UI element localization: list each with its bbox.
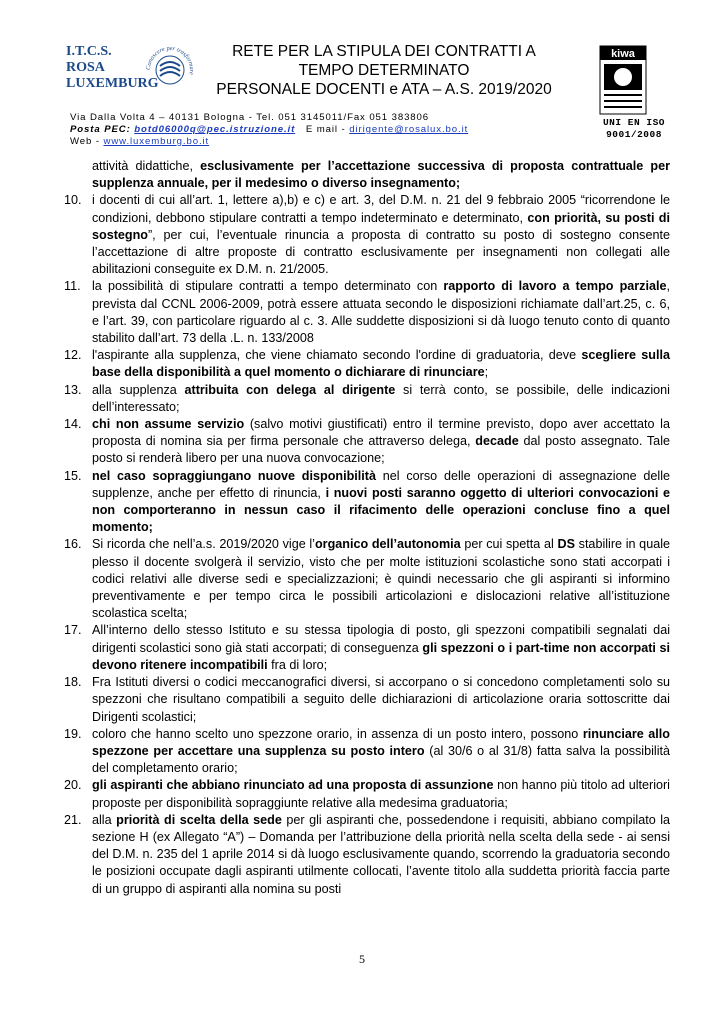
numbered-list [64, 192, 670, 897]
list-item [64, 192, 670, 278]
list-item [64, 278, 670, 347]
kiwa-certification-logo [598, 44, 648, 116]
bold-text-run: priorità di scelta della sede [116, 812, 282, 827]
document-body [64, 158, 670, 898]
text-run: per gli aspiranti che, possedendone i requisiti, abbiano compilato la sezione H (ex Allegato “A”) – Domanda per l’attribuzione della priorità nella scelta della sede - ai sensi del D.M. n. 235 del 1 aprile 2014 si dà luogo esclusivamente quando, scorrendo la graduatoria secondo le posizioni occupate dagli aspiranti utilmente collocati, l’avente titolo alla suddetta priorità faccia parte di un gruppo di aspiranti alla nomina su posti [92, 812, 671, 896]
iso-line-1: UNI EN ISO [602, 117, 665, 128]
bold-text-run: i nuovi posti saranno oggetto di ulteriori convocazioni e non comporteranno in nessun caso il rifacimento delle operazioni concluse fino a quel momento; [92, 485, 670, 535]
title-line-2: TEMPO DETERMINATO [298, 62, 470, 79]
list-item-number: 20. [64, 778, 82, 793]
svg-text:Conoscere per trasformare [145, 45, 195, 76]
bold-text-run: scegliere sulla base della disponibilità a quel momento o dichiarare di rinunciare [92, 348, 670, 380]
list-item-number: 11. [64, 279, 81, 294]
website-link[interactable]: www.luxemburg.bo.it [103, 136, 210, 147]
bold-text-run: con priorità, su posti di sostegno [92, 210, 670, 242]
bold-text-run: DS [557, 537, 575, 552]
logo-line-1: I.T.C.S. [66, 44, 112, 59]
school-emblem-icon [144, 44, 196, 96]
text-run: nel corso delle operazioni di assegnazione delle supplenze, anche per effetto di rinuncia, [92, 468, 670, 500]
bold-text-run: rinunciare allo spezzone per accettare una supplenza su posto intero [92, 726, 670, 758]
text-run: ”, per cui, l’eventuale rinuncia a proposta di contratto su posto di sostegno consente l’accettazione di altre proposte di contratto esclusivamente per insegnamenti non collegati alle abilitazioni conseguite ex D.M. n. 21/2005. [92, 227, 670, 277]
school-logo [66, 44, 198, 104]
text-run: (salvo motivi giustificati) entro il termine previsto, dopo aver accettato la proposta di nomina sia per firma personale che attraverso delega, [92, 417, 670, 449]
bold-text-run: attribuita con delega al dirigente [184, 382, 396, 397]
list-item-number: 16. [64, 537, 82, 552]
list-item [64, 536, 670, 622]
list-item-number: 15. [64, 468, 82, 483]
text-run: stabilire in quale plesso il docente svolgerà il servizio, visto che per molte istituzioni scolastiche sono stati accorpati i codici relativi alle diverse sedi e specializzazioni; è quindi necessario che gli aspiranti si informino preventivamente e per tempo circa le possibili articolazioni e dislocazioni relative all’istituzione scolastica scelta; [92, 537, 670, 621]
logo-ring-text: Conoscere per trasformare [144, 44, 196, 76]
text-run: Fra Istituti diversi o codici meccanografici diversi, si accorpano o si concedono completamenti solo su spezzoni che risultano compatibili a seguito delle dichiarazioni di articolazione oraria sottoscritte dai Dirigenti scolastici; [92, 675, 670, 724]
document-title [204, 42, 564, 99]
text-run: non hanno più titolo ad ulteriori proposte per disponibilità sopraggiunte relative alla medesima graduatoria; [92, 778, 670, 810]
text-run: , prevista dal CCNL 2006-2009, potrà essere attuata secondo le disposizioni richiamate dall’art.25, c. 6, e l’art. 39, con particolare riguardo al c. 3. Alle suddette disposizioni si dà luogo tenuto conto di quanto stabilito dall’art. 73 della .L. n. 133/2008 [92, 279, 670, 346]
bold-text-run: organico dell’autonomia [314, 537, 461, 552]
title-line-3: PERSONALE DOCENTI e ATA – A.S. 2019/2020 [216, 81, 552, 98]
page-number: 5 [359, 952, 365, 966]
list-item-number: 18. [64, 675, 82, 690]
list-item [64, 777, 670, 811]
pec-line [70, 124, 468, 136]
text-run: attività didattiche, [92, 159, 201, 173]
bold-text-run: nel caso sopraggiungano nuove disponibilità [92, 468, 376, 483]
address-line: Via Dalla Volta 4 – 40131 Bologna - Tel. 051 3145011/Fax 051 383806 [70, 112, 430, 123]
list-item-number: 13. [64, 382, 82, 397]
web-line [70, 136, 468, 148]
web-label: Web - [70, 136, 100, 147]
text-run: si terrà conto, se possibile, delle indicazioni dell’interessato; [92, 382, 670, 414]
page-header [0, 0, 724, 160]
list-item-number: 14. [64, 417, 82, 432]
list-item-number: 17. [64, 623, 82, 638]
list-item [64, 674, 670, 726]
text-run: alla supplenza [92, 382, 185, 397]
text-run: Si ricorda che nell’a.s. 2019/2020 vige l’ [92, 537, 315, 552]
email-label: E mail - [305, 124, 346, 135]
list-item-number: 12. [64, 348, 82, 363]
bold-text-run: chi non assume servizio [92, 417, 245, 432]
text-run: per cui spetta al [460, 537, 558, 552]
text-run: i docenti di cui all’art. 1, lettere a),b) e c) e art. 3, del D.M. n. 21 del 9 febbraio 2005 “ricorrendone le condizioni, debbono stipulare contratti a tempo indeterminato e determinato, [92, 193, 670, 225]
bold-text-run: decade [475, 434, 519, 449]
text-run: fra di loro; [267, 657, 328, 672]
text-run: la possibilità di stipulare contratti a tempo determinato con [92, 279, 444, 294]
text-run: (al 30/6 o al 31/8) fatta salva la possibilità del completamento orario; [92, 743, 670, 776]
list-item [64, 726, 670, 778]
text-run: All’interno dello stesso Istituto e su stessa tipologia di posto, gli spezzoni compatibili segnalati dai dirigenti scolastici sono già stati accorpati; di conseguenza [92, 623, 670, 655]
list-item [64, 416, 670, 468]
iso-line-2: 9001/2008 [606, 129, 662, 140]
iso-certification [588, 117, 680, 141]
pec-label: Posta PEC: [70, 124, 131, 135]
bold-text-run: gli aspiranti che abbiano rinunciato ad una proposta di assunzione [92, 778, 494, 793]
bold-text-run: esclusivamente per l’accettazione successiva di proposta contrattuale per supplenza annuale, per il medesimo o diverso insegnamento; [92, 159, 671, 191]
text-run: ; [484, 365, 489, 380]
text-run: alla [92, 812, 117, 827]
list-item-number: 10. [64, 193, 82, 208]
text-run: coloro che hanno scelto uno spezzone orario, in assenza di un posto intero, possono [92, 726, 583, 741]
bold-text-run: gli spezzoni o i part-time non accorpati si devono ritenere incompatibili [92, 640, 670, 672]
email-link[interactable]: dirigente@rosalux.bo.it [349, 124, 469, 135]
pec-link[interactable]: botd06000q@pec.istruzione.it [134, 124, 296, 135]
logo-line-2: ROSA [66, 60, 105, 75]
text-run: dal posto assegnato. Tale posto si renderà libero per una nuova convocazione; [92, 434, 670, 466]
continued-paragraph [64, 158, 670, 192]
list-item [64, 622, 670, 674]
title-line-1: RETE PER LA STIPULA DEI CONTRATTI A [232, 43, 536, 60]
list-item [64, 812, 670, 898]
kiwa-brand-text: kiwa [611, 48, 635, 60]
list-item-number: 21. [64, 812, 82, 827]
list-item [64, 347, 670, 381]
list-item [64, 382, 670, 416]
school-address-block [70, 112, 468, 148]
logo-line-3: LUXEMBURG [66, 76, 159, 91]
list-item-number: 19. [64, 726, 82, 741]
list-item [64, 468, 670, 537]
text-run: l'aspirante alla supplenza, che viene chiamato secondo l'ordine di graduatoria, deve [92, 348, 582, 363]
bold-text-run: rapporto di lavoro a tempo parziale [443, 279, 667, 294]
